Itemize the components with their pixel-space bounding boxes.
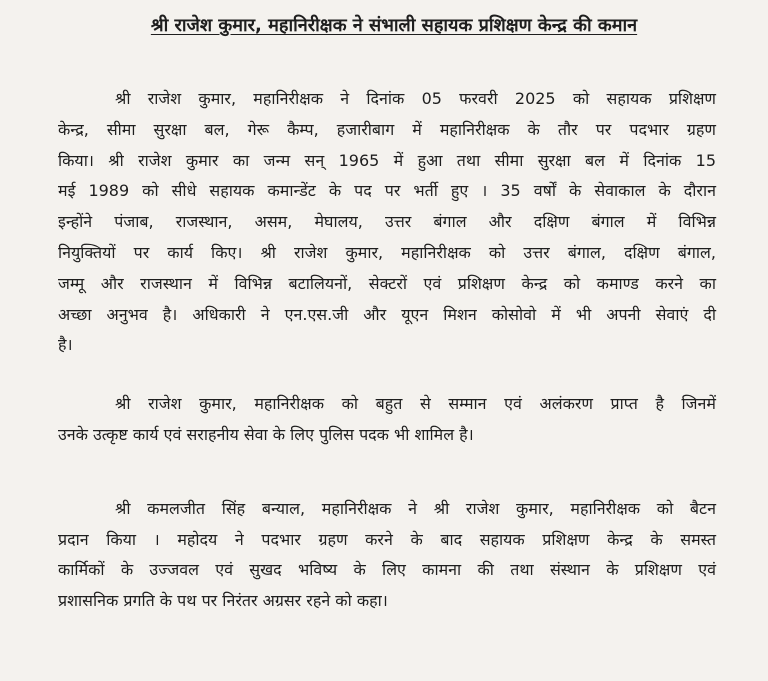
paragraph-line: श्री कमलजीत सिंह बन्याल, महानिरीक्षक ने श्री राजेश कुमार, महानिरीक्षक को बैटन — [115, 498, 716, 518]
paragraph-line: नियुक्तियों पर कार्य किए। श्री राजेश कुमार, महानिरीक्षक को उत्तर बंगाल, दक्षिण बंगाल, — [58, 242, 716, 262]
paragraph-line: श्री राजेश कुमार, महानिरीक्षक ने दिनांक 05 फरवरी 2025 को सहायक प्रशिक्षण — [115, 89, 716, 108]
paragraph-line: केन्द्र, सीमा सुरक्षा बल, गेरू कैम्प, हजारीबाग में महानिरीक्षक के तौर पर पदभार ग्रहण — [58, 119, 716, 139]
paragraph-line: है। — [58, 335, 73, 355]
paragraph-line: मई 1989 को सीधे सहायक कमान्डेंट के पद पर भर्ती हुए । 35 वर्षों के सेवाकाल के दौरान — [58, 181, 716, 201]
paragraph-line: इन्होंने पंजाब, राजस्थान, असम, मेघालय, उत्तर बंगाल और दक्षिण बंगाल में विभिन्न — [58, 212, 716, 232]
paragraph-line: कार्मिकों के उज्जवल एवं सुखद भविष्य के लिए कामना की तथा संस्थान के प्रशिक्षण एवं — [58, 560, 716, 580]
paragraph-baton-handover — [58, 494, 716, 617]
paragraph-honours — [58, 389, 716, 451]
paragraph-line: अच्छा अनुभव है। अधिकारी ने एन.एस.जी और यूएन मिशन कोसोवो में भी अपनी सेवाएं दी — [58, 304, 716, 324]
paragraph-line: जम्मू और राजस्थान में विभिन्न बटालियनों, सेक्टरों एवं प्रशिक्षण केन्द्र को कमाण्ड करने का — [58, 273, 716, 293]
paragraph-line: श्री राजेश कुमार, महानिरीक्षक को बहुत से सम्मान एवं अलंकरण प्राप्त है जिनमें — [115, 394, 716, 414]
paragraph-line: प्रशासनिक प्रगति के पथ पर निरंतर अग्रसर रहने को कहा। — [58, 591, 388, 611]
paragraph-line: प्रदान किया । महोदय ने पदभार ग्रहण करने के बाद सहायक प्रशिक्षण केन्द्र के समस्त — [58, 529, 716, 549]
paragraph-appointment — [58, 84, 716, 361]
document-title: श्री राजेश कुमार, महानिरीक्षक ने संभाली सहायक प्रशिक्षण केन्द्र की कमान — [150, 15, 638, 36]
paragraph-line: उनके उत्कृष्ट कार्य एवं सराहनीय सेवा के लिए पुलिस पदक भी शामिल है। — [58, 424, 474, 444]
paragraph-line: किया। श्री राजेश कुमार का जन्म सन् 1965 में हुआ तथा सीमा सुरक्षा बल में दिनांक 15 — [58, 150, 716, 170]
